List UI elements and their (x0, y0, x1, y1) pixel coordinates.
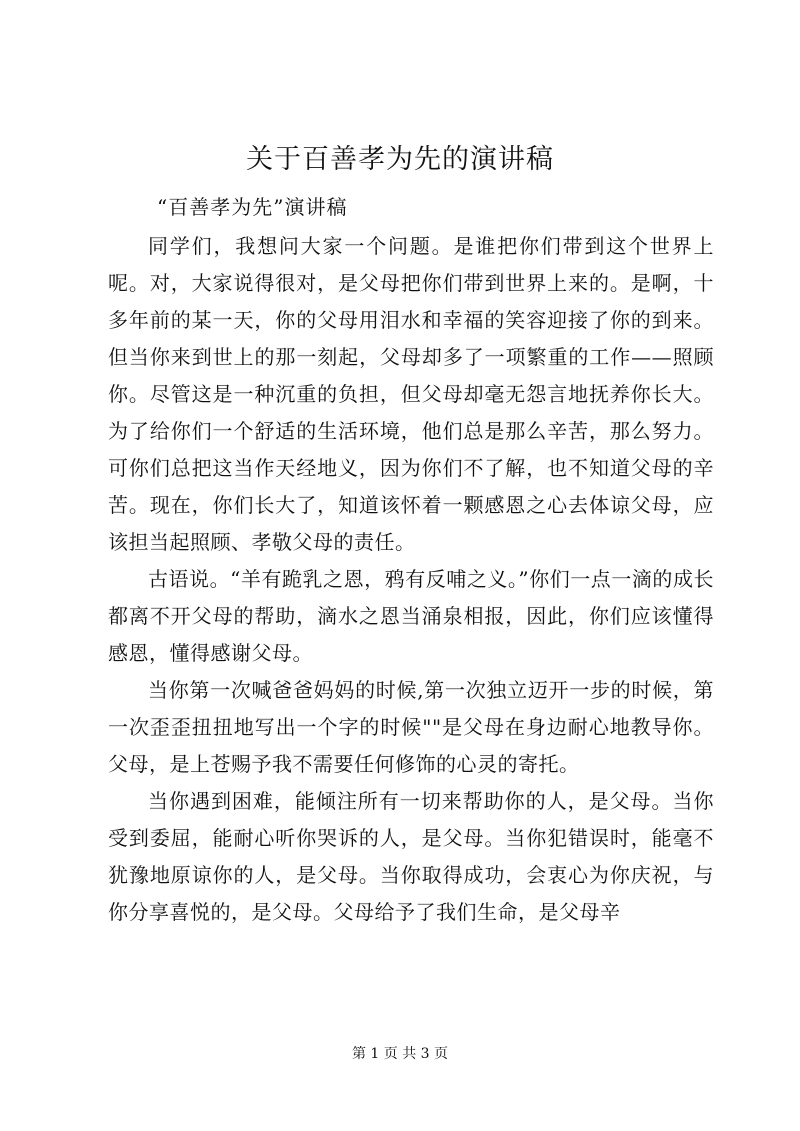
document-subtitle: “百善孝为先”演讲稿 (157, 195, 348, 219)
paragraph-1: 同学们，我想问大家一个问题。是谁把你们带到这个世界上呢。对，大家说得很对，是父母把你们带到世界上来的。是啊，十多年前的某一天，你的父母用泪水和幸福的笑容迎接了你的到来。但当你来到世上的那一刻起，父母却多了一项繁重的工作——照顾你。尽管这是一种沉重的负担，但父母却毫无怨言地抚养你长大。为了给你们一个舒适的生活环境，他们总是那么辛苦，那么努力。可你们总把这当作天经地义，因为你们不了解，也不知道父母的辛苦。现在，你们长大了，知道该怀着一颗感恩之心去体谅父母，应该担当起照顾、孝敬父母的责任。 (108, 234, 714, 554)
document-body (108, 228, 714, 931)
document-title: 关于百善孝为先的演讲稿 (246, 144, 554, 175)
paragraph-3: 当你第一次喊爸爸妈妈的时候,第一次独立迈开一步的时候，第一次歪歪扭扭地写出一个字的时候""是父母在身边耐心地教导你。父母，是上苍赐予我不需要任何修饰的心灵的寄托。 (108, 678, 714, 776)
paragraph-4: 当你遇到困难，能倾注所有一切来帮助你的人，是父母。当你受到委屈，能耐心听你哭诉的人，是父母。当你犯错误时，能毫不犹豫地原谅你的人，是父母。当你取得成功，会衷心为你庆祝，与你分享喜悦的，是父母。父母给予了我们生命，是父母辛 (108, 789, 714, 924)
page-footer: 第 1 页 共 3 页 (351, 1046, 449, 1062)
paragraph-2: 古语说。“羊有跪乳之恩，鸦有反哺之义。”你们一点一滴的成长都离不开父母的帮助，滴水之恩当涌泉相报，因此，你们应该懂得感恩，懂得感谢父母。 (108, 567, 714, 665)
